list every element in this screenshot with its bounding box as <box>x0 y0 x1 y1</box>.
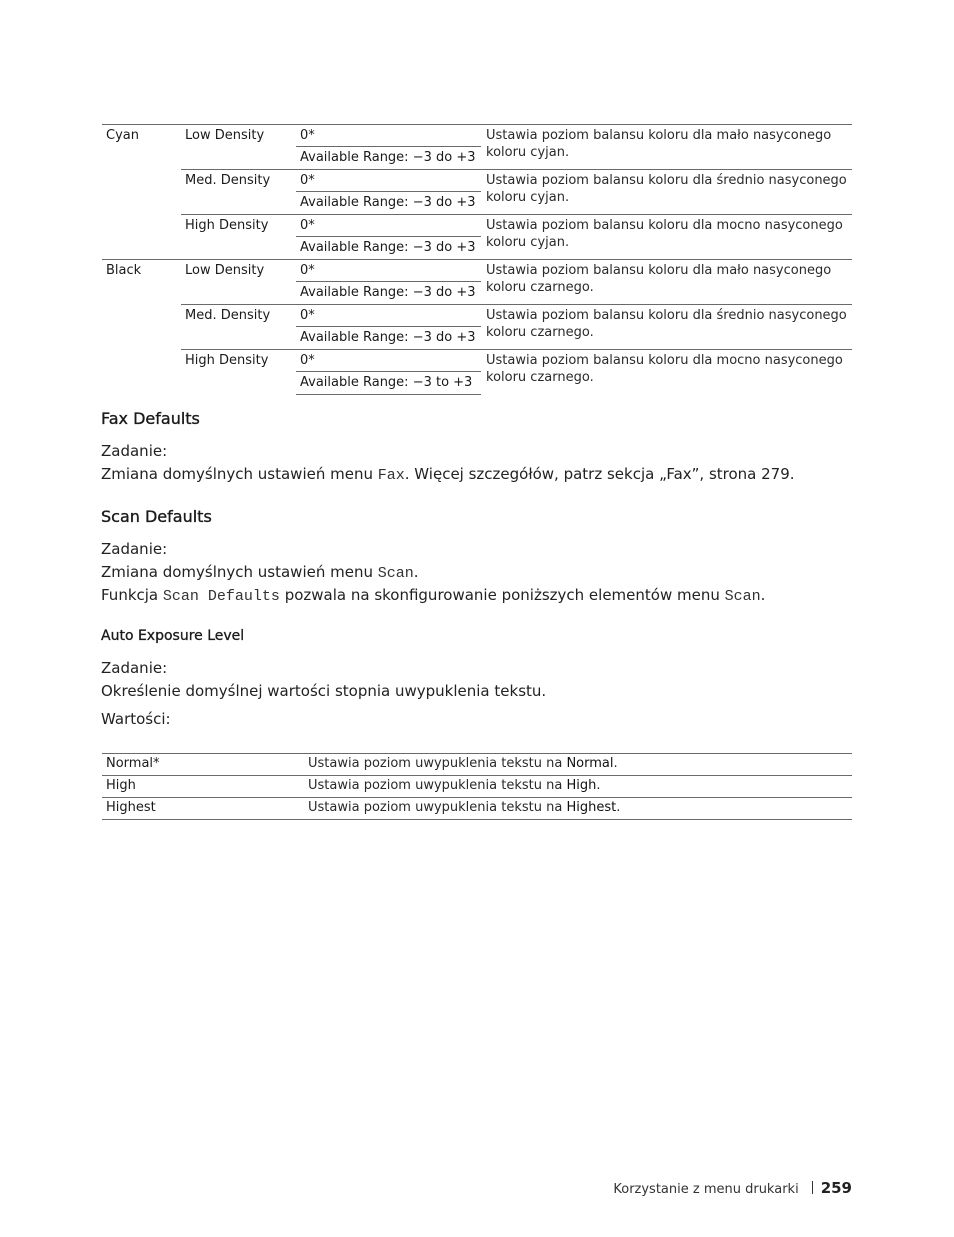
scan-desc2-text-end: . <box>760 586 766 604</box>
auto-exposure-description: Określenie domyślnej wartości stopnia uwypuklenia tekstu. <box>101 682 547 700</box>
page-footer <box>613 1179 852 1197</box>
scan-defaults-heading: Scan Defaults <box>101 507 212 526</box>
value-desc-text: Ustawia poziom uwypuklenia tekstu na <box>308 756 567 771</box>
fax-desc-text-end: . Więcej szczegółów, patrz sekcja „Fax”, strona 279. <box>404 465 795 483</box>
fax-defaults-heading: Fax Defaults <box>101 409 200 428</box>
density-cell: Low Density <box>181 260 296 305</box>
default-value-cell: 0* <box>296 260 481 282</box>
fax-description <box>101 465 795 484</box>
values-label: Wartości: <box>101 710 171 728</box>
auto-exposure-values-table <box>102 753 852 820</box>
value-desc-end: . <box>616 800 621 815</box>
fax-menu-code: Fax <box>377 467 405 484</box>
default-value-cell: 0* <box>296 215 481 237</box>
color-cell: Cyan <box>102 125 181 260</box>
scan-desc-text: Zmiana domyślnych ustawień menu <box>101 563 378 581</box>
auto-exposure-heading: Auto Exposure Level <box>101 628 245 644</box>
value-desc-end: . <box>613 756 618 771</box>
description-cell: Ustawia poziom balansu koloru dla średnio nasyconego koloru cyjan. <box>481 170 852 215</box>
range-cell: Available Range: −3 do +3 <box>300 195 476 210</box>
range-cell: Available Range: −3 do +3 <box>300 330 476 345</box>
description-cell: Ustawia poziom balansu koloru dla mało nasyconego koloru cyjan. <box>481 125 852 170</box>
table-row <box>102 125 852 147</box>
table-row <box>102 260 852 282</box>
table-row <box>102 754 852 776</box>
scan-description-line2 <box>101 586 765 605</box>
value-name-cell: Highest <box>102 798 301 820</box>
default-value-cell: 0* <box>296 125 481 147</box>
color-density-table <box>102 124 852 395</box>
default-value-cell: 0* <box>296 350 481 372</box>
table-row <box>102 776 852 798</box>
value-description-cell <box>301 798 852 820</box>
table-row <box>102 305 852 327</box>
auto-exposure-task-label: Zadanie: <box>101 659 168 677</box>
fax-task-label: Zadanie: <box>101 442 168 460</box>
description-cell: Ustawia poziom balansu koloru dla średnio nasyconego koloru czarnego. <box>481 305 852 350</box>
scan-defaults-code: Scan Defaults <box>162 588 280 605</box>
description-cell: Ustawia poziom balansu koloru dla mało nasyconego koloru czarnego. <box>481 260 852 305</box>
footer-divider <box>812 1181 813 1194</box>
value-description-cell <box>301 754 852 776</box>
scan-menu-code-2: Scan <box>724 588 761 605</box>
scan-description-line1 <box>101 563 419 582</box>
range-cell: Available Range: −3 do +3 <box>300 285 476 300</box>
scan-task-label: Zadanie: <box>101 540 168 558</box>
value-desc-end: . <box>596 778 601 793</box>
scan-desc-text-end: . <box>413 563 419 581</box>
table-row <box>102 170 852 192</box>
density-cell: Med. Density <box>181 170 296 215</box>
table-row <box>102 215 852 237</box>
value-name-cell: High <box>102 776 301 798</box>
page-number: 259 <box>820 1179 852 1197</box>
default-value-cell: 0* <box>296 305 481 327</box>
default-value-cell: 0* <box>296 170 481 192</box>
table-row <box>102 798 852 820</box>
value-desc-text: Ustawia poziom uwypuklenia tekstu na <box>308 800 567 815</box>
footer-text: Korzystanie z menu drukarki <box>613 1182 799 1197</box>
value-description-cell <box>301 776 852 798</box>
table-row <box>102 350 852 372</box>
density-cell: Med. Density <box>181 305 296 350</box>
value-desc-emphasis: Highest <box>566 800 617 815</box>
range-cell: Available Range: −3 do +3 <box>300 150 476 165</box>
color-cell: Black <box>102 260 181 395</box>
description-cell: Ustawia poziom balansu koloru dla mocno nasyconego koloru cyjan. <box>481 215 852 260</box>
density-cell: High Density <box>181 215 296 260</box>
density-cell: Low Density <box>181 125 296 170</box>
description-cell: Ustawia poziom balansu koloru dla mocno nasyconego koloru czarnego. <box>481 350 852 395</box>
value-desc-emphasis: Normal <box>566 756 614 771</box>
fax-desc-text: Zmiana domyślnych ustawień menu <box>101 465 378 483</box>
range-cell: Available Range: −3 to +3 <box>296 372 481 395</box>
value-desc-text: Ustawia poziom uwypuklenia tekstu na <box>308 778 567 793</box>
range-cell: Available Range: −3 do +3 <box>300 240 476 255</box>
density-cell: High Density <box>181 350 296 395</box>
scan-menu-code: Scan <box>377 565 414 582</box>
value-desc-emphasis: High <box>566 778 597 793</box>
scan-desc2-text: Funkcja <box>101 586 163 604</box>
value-name-cell: Normal* <box>102 754 301 776</box>
scan-desc2-text-mid: pozwala na skonfigurowanie poniższych elementów menu <box>279 586 725 604</box>
